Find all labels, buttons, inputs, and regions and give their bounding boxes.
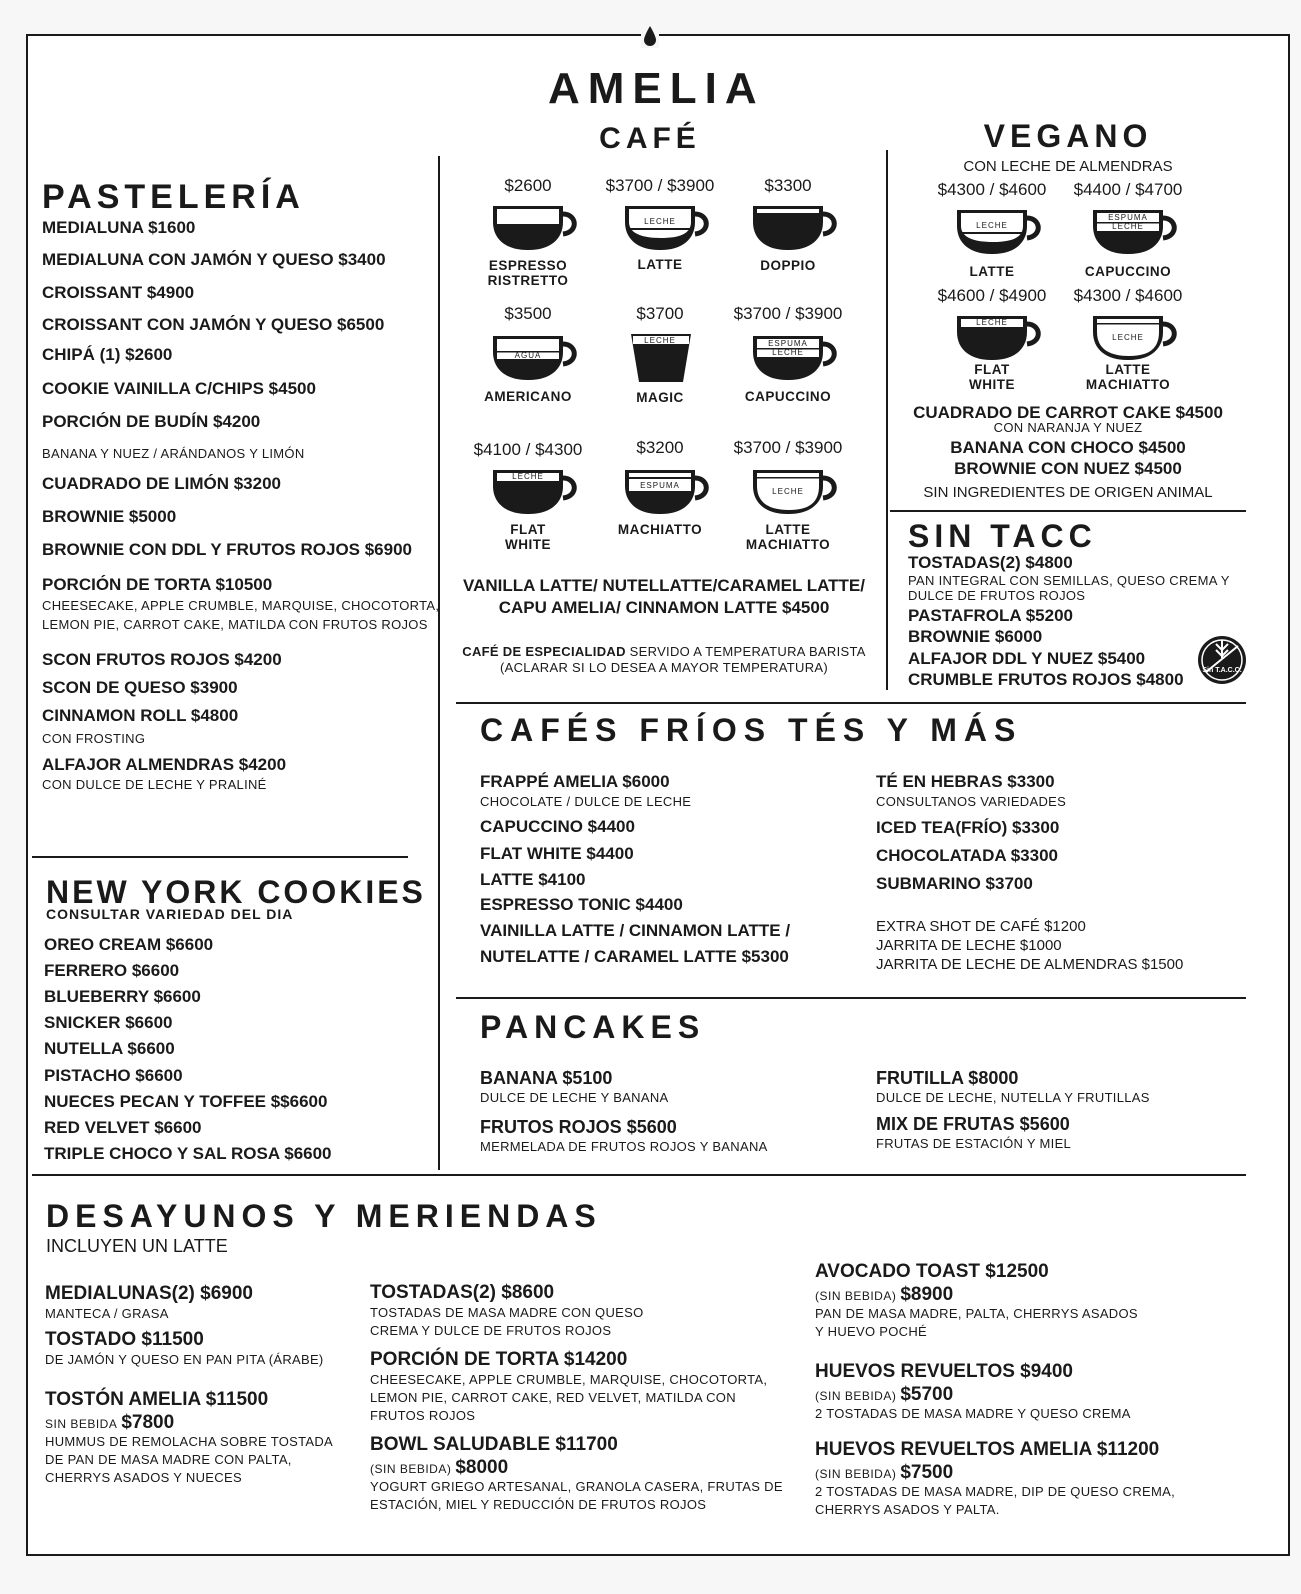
frios-item: CAPUCCINO $4400 <box>480 817 635 836</box>
cookie-item: NUTELLA $6600 <box>44 1039 175 1059</box>
pasteleria-item: PORCIÓN DE BUDÍN $4200 <box>42 412 261 431</box>
cup-label: CAPUCCINO <box>1084 264 1172 279</box>
sintacc-item: PASTAFROLA $5200 <box>908 606 1074 625</box>
pancake-item: FRUTILLA $8000 <box>876 1068 1019 1088</box>
cup-label: MACHIATTO <box>617 522 703 537</box>
frios-title: CAFÉS FRÍOS TÉS Y MÁS <box>480 712 1023 748</box>
divider-cookies <box>32 856 408 858</box>
desayuno-item-desc: CHEESECAKE, APPLE CRUMBLE, MARQUISE, CHOCOTORTA, <box>370 1372 768 1387</box>
brand-title: AMELIA <box>548 64 765 113</box>
vegano-item-carrot-desc: CON NARANJA Y NUEZ <box>993 420 1143 435</box>
sintacc-item-desc: DULCE DE FRUTOS ROJOS <box>908 588 1086 603</box>
vegano-footer: SIN INGREDIENTES DE ORIGEN ANIMAL <box>923 484 1213 501</box>
desayuno-item-desc: 2 TOSTADAS DE MASA MADRE, DIP DE QUESO CREMA, <box>815 1484 1176 1499</box>
pancake-item: FRUTOS ROJOS $5600 <box>480 1117 677 1137</box>
desayuno-item-desc: FRUTOS ROJOS <box>370 1408 476 1423</box>
sintacc-item: ALFAJOR DDL Y NUEZ $5400 <box>908 649 1146 668</box>
specials-line1: VANILLA LATTE/ NUTELLATTE/CARAMEL LATTE/ <box>463 576 865 595</box>
desayuno-item-desc: CHERRYS ASADOS Y PALTA. <box>815 1502 1000 1517</box>
cup-label: AMERICANO <box>484 389 572 404</box>
cup-inner-label: LECHE <box>976 221 1008 230</box>
sin-tacc-logo <box>1196 628 1244 686</box>
desayuno-item-desc: CREMA Y DULCE DE FRUTOS ROJOS <box>370 1323 612 1338</box>
pasteleria-title: PASTELERÍA <box>42 178 305 216</box>
cup-inner-label: LECHE <box>644 217 676 226</box>
latte-machiatto-cup-icon <box>749 464 841 520</box>
sintacc-item: CRUMBLE FRUTOS ROJOS $4800 <box>908 670 1184 689</box>
vegano-item-carrot: CUADRADO DE CARROT CAKE $4500 <box>913 403 1223 422</box>
desayuno-item-desc: CHERRYS ASADOS Y NUECES <box>45 1470 242 1485</box>
desayuno-item: BOWL SALUDABLE $11700 <box>370 1434 618 1455</box>
cup-label: RISTRETTO <box>487 273 569 288</box>
desayuno-item-desc: YOGURT GRIEGO ARTESANAL, GRANOLA CASERA, FRUTAS DE <box>370 1479 783 1494</box>
pasteleria-item-desc: BANANA Y NUEZ / ARÁNDANOS Y LIMÓN <box>42 446 305 461</box>
frios-item <box>876 846 1058 866</box>
sintacc-item-desc: PAN INTEGRAL CON SEMILLAS, QUESO CREMA Y <box>908 573 1230 588</box>
pancake-item-desc: DULCE DE LECHE Y BANANA <box>480 1090 669 1105</box>
cup-price: $4100 / $4300 <box>473 440 583 459</box>
cup-label: ESPRESSO <box>488 258 568 273</box>
pasteleria-item: CINNAMON ROLL $4800 <box>42 706 239 725</box>
cup-inner-label: LECHE <box>772 487 804 496</box>
cookie-item: BLUEBERRY $6600 <box>44 987 201 1007</box>
cup-price: $3700 / $3900 <box>733 438 843 457</box>
frios-item <box>876 772 1055 792</box>
desayuno-item: TOSTADAS(2) $8600 <box>370 1282 555 1303</box>
cup-inner-label: LECHE <box>1112 222 1144 231</box>
cookie-item: PISTACHO $6600 <box>44 1065 183 1085</box>
cup-inner-label: LECHE <box>512 472 544 481</box>
espresso-cup-icon <box>489 200 581 256</box>
frios-item: ESPRESSO TONIC $4400 <box>480 895 683 914</box>
cup-price: $3700 / $3900 <box>605 176 715 195</box>
cup-price: $4300 / $4600 <box>1073 286 1183 305</box>
vegan-latte-cup-icon <box>953 204 1045 260</box>
specials-line2: CAPU AMELIA/ CINNAMON LATTE $4500 <box>498 598 830 617</box>
cafe-note-rest: SERVIDO A TEMPERATURA BARISTA <box>625 644 866 659</box>
pasteleria-item: SCON FRUTOS ROJOS $4200 <box>42 650 282 669</box>
cafe-note-line2: (ACLARAR SI LO DESEA A MAYOR TEMPERATURA) <box>500 660 828 675</box>
frios-item <box>876 818 1059 838</box>
drop-icon <box>641 24 659 48</box>
vegano-title: VEGANO <box>983 118 1153 154</box>
frios-item-desc: CONSULTANOS VARIEDADES <box>876 794 1067 809</box>
frios-item: NUTELATTE / CARAMEL LATTE $5300 <box>480 947 789 966</box>
pasteleria-item: CUADRADO DE LIMÓN $3200 <box>42 474 281 493</box>
cup-inner-label: AGUA <box>514 351 542 360</box>
doppio-cup-icon <box>749 200 841 256</box>
pasteleria-item: ALFAJOR ALMENDRAS $4200 <box>42 755 287 774</box>
cup-price: $4300 / $4600 <box>937 180 1047 199</box>
frios-item-name: CHOCOLATADA $3300 <box>876 846 1058 865</box>
pasteleria-item: MEDIALUNA CON JAMÓN Y QUESO $3400 <box>42 250 386 269</box>
pasteleria-item: MEDIALUNA $1600 <box>42 218 196 237</box>
desayunos-title: DESAYUNOS Y MERIENDAS <box>46 1198 602 1234</box>
cafe-note <box>452 644 876 660</box>
pasteleria-item: SCON DE QUESO $3900 <box>42 678 238 697</box>
cup-label: WHITE <box>505 537 551 552</box>
sin-bebida-label: (SIN BEBIDA) <box>370 1462 452 1476</box>
frios-item: LATTE $4100 <box>480 870 586 889</box>
desayuno-item: TOSTADO $11500 <box>45 1329 204 1350</box>
desayuno-sin-bebida <box>45 1412 174 1434</box>
cup-label: CAPUCCINO <box>744 389 832 404</box>
sintacc-title: SIN TACC <box>908 518 1097 554</box>
sin-bebida-label: SIN BEBIDA <box>45 1417 118 1431</box>
cup-price: $4400 / $4700 <box>1073 180 1183 199</box>
sin-bebida-label: (SIN BEBIDA) <box>815 1389 897 1403</box>
desayuno-item-desc: ESTACIÓN, MIEL Y REDUCCIÓN DE FRUTOS ROJOS <box>370 1497 707 1512</box>
cookie-item: FERRERO $6600 <box>44 961 180 981</box>
pasteleria-item: COOKIE VAINILLA C/CHIPS $4500 <box>42 379 316 398</box>
cookies-subtitle: CONSULTAR VARIEDAD DEL DIA <box>46 906 294 922</box>
cup-label: LATTE <box>765 522 811 537</box>
vegan-latte-machiatto-cup-icon <box>1089 310 1181 366</box>
cookie-item: SNICKER $6600 <box>44 1013 173 1033</box>
frios-item-name: TÉ EN HEBRAS $3300 <box>876 772 1055 791</box>
divider-left <box>438 156 440 1170</box>
pasteleria-item-desc: CON FROSTING <box>42 731 146 746</box>
pancakes-title: PANCAKES <box>480 1009 706 1045</box>
cafe-note-bold: CAFÉ DE ESPECIALIDAD <box>462 644 626 659</box>
cup-label: MACHIATTO <box>745 537 831 552</box>
cup-price: $3300 <box>764 176 812 195</box>
pasteleria-item: BROWNIE CON DDL Y FRUTOS ROJOS $6900 <box>42 540 412 559</box>
desayuno-sin-bebida <box>815 1462 953 1484</box>
flat-white-cup-icon <box>489 464 581 520</box>
frios-extra: JARRITA DE LECHE $1000 <box>876 937 1062 954</box>
pasteleria-item: CROISSANT CON JAMÓN Y QUESO $6500 <box>42 315 385 334</box>
divider-right <box>886 150 888 690</box>
desayuno-sin-bebida <box>370 1457 508 1479</box>
cup-label: FLAT <box>974 362 1010 377</box>
frios-item-name: ICED TEA <box>876 818 956 837</box>
vegan-flat-white-cup-icon <box>953 310 1045 366</box>
desayuno-item-desc: PAN DE MASA MADRE, PALTA, CHERRYS ASADOS <box>815 1306 1138 1321</box>
sin-bebida-price: $8900 <box>900 1284 954 1305</box>
cup-inner-label: ESPUMA <box>768 339 808 348</box>
cup-price: $3700 <box>636 304 684 323</box>
pancake-item: MIX DE FRUTAS $5600 <box>876 1114 1070 1134</box>
pasteleria-item-desc: LEMON PIE, CARROT CAKE, MATILDA CON FRUTOS ROJOS <box>42 617 428 632</box>
cup-inner-label: LECHE <box>1112 333 1144 342</box>
pasteleria-item: PORCIÓN DE TORTA $10500 <box>42 575 273 594</box>
desayuno-sin-bebida <box>815 1284 953 1306</box>
pancake-item-desc: MERMELADA DE FRUTOS ROJOS Y BANANA <box>480 1139 768 1154</box>
cup-inner-label: LECHE <box>644 336 676 345</box>
sin-bebida-label: (SIN BEBIDA) <box>815 1289 897 1303</box>
desayuno-sin-bebida <box>815 1384 953 1406</box>
vegano-item-brownie: BROWNIE CON NUEZ $4500 <box>954 459 1182 478</box>
pancake-item: BANANA $5100 <box>480 1068 613 1088</box>
sintacc-item: BROWNIE $6000 <box>908 627 1043 646</box>
desayuno-item: PORCIÓN DE TORTA $14200 <box>370 1349 628 1370</box>
cookie-item: NUECES PECAN Y TOFFEE $$6600 <box>44 1091 328 1111</box>
cup-inner-label: ESPUMA <box>1108 213 1148 222</box>
capuccino-cup-icon <box>749 330 841 386</box>
cup-price: $2600 <box>504 176 552 195</box>
cookie-item: OREO CREAM $6600 <box>44 935 214 954</box>
cup-label: FLAT <box>510 522 546 537</box>
cup-price: $3200 <box>636 438 684 457</box>
cup-label: MAGIC <box>636 390 684 405</box>
divider-frios <box>456 702 1246 704</box>
desayuno-item-desc: 2 TOSTADAS DE MASA MADRE Y QUESO CREMA <box>815 1406 1131 1421</box>
desayuno-item-desc: TOSTADAS DE MASA MADRE CON QUESO <box>370 1305 644 1320</box>
pasteleria-item: CHIPÁ (1) $2600 <box>42 345 173 364</box>
desayuno-item: HUEVOS REVUELTOS $9400 <box>815 1361 1074 1382</box>
desayunos-subtitle: INCLUYEN UN LATTE <box>46 1236 228 1256</box>
frios-item-desc: CHOCOLATE / DULCE DE LECHE <box>480 794 692 809</box>
cup-price: $4600 / $4900 <box>937 286 1047 305</box>
divider-pancakes <box>456 997 1246 999</box>
frios-extra: EXTRA SHOT DE CAFÉ $1200 <box>876 918 1086 935</box>
sin-tacc-logo-text: Sin T.A.C.C. <box>1202 667 1242 674</box>
desayuno-item: TOSTÓN AMELIA $11500 <box>45 1389 269 1410</box>
desayuno-item: MEDIALUNAS(2) $6900 <box>45 1283 253 1304</box>
frios-item-name: SUBMARINO $3700 <box>876 874 1033 893</box>
latte-cup-icon <box>621 200 713 256</box>
sin-bebida-price: $5700 <box>900 1384 954 1405</box>
magic-cup-icon <box>621 330 713 386</box>
sin-bebida-price: $7500 <box>900 1462 954 1483</box>
pasteleria-item: BROWNIE $5000 <box>42 507 177 526</box>
cup-inner-label: LECHE <box>976 318 1008 327</box>
vegano-item-banana: BANANA CON CHOCO $4500 <box>950 438 1186 457</box>
cup-label: WHITE <box>969 377 1015 392</box>
divider-desayunos <box>32 1174 1246 1176</box>
sintacc-item: TOSTADAS(2) $4800 <box>908 553 1073 572</box>
pasteleria-item-desc: CHEESECAKE, APPLE CRUMBLE, MARQUISE, CHOCOTORTA, <box>42 598 440 613</box>
desayuno-item-desc: HUMMUS DE REMOLACHA SOBRE TOSTADA <box>45 1434 334 1449</box>
cookies-title: NEW YORK COOKIES <box>46 874 426 910</box>
frios-item: FRAPPÉ AMELIA $6000 <box>480 772 670 791</box>
pancake-item-desc: DULCE DE LECHE, NUTELLA Y FRUTILLAS <box>876 1090 1150 1105</box>
cup-label: LATTE <box>969 264 1015 279</box>
divider-vegano <box>890 510 1246 512</box>
machiatto-cup-icon <box>621 464 713 520</box>
frios-extra: JARRITA DE LECHE DE ALMENDRAS $1500 <box>876 956 1184 973</box>
desayuno-item-desc: LEMON PIE, CARROT CAKE, RED VELVET, MATILDA CON <box>370 1390 736 1405</box>
frios-item: FLAT WHITE $4400 <box>480 844 634 863</box>
cup-price: $3700 / $3900 <box>733 304 843 323</box>
frios-item <box>876 874 1033 894</box>
cup-label: DOPPIO <box>760 258 816 273</box>
desayuno-item-desc: MANTECA / GRASA <box>45 1306 169 1321</box>
americano-cup-icon <box>489 330 581 386</box>
vegan-capuccino-cup-icon <box>1089 204 1181 260</box>
sin-bebida-price: $7800 <box>121 1412 175 1433</box>
frios-item-name-rest: (FRÍO) $3300 <box>955 818 1060 837</box>
desayuno-item-desc: DE JAMÓN Y QUESO EN PAN PITA (ÁRABE) <box>45 1352 324 1367</box>
cup-label: LATTE <box>1105 362 1151 377</box>
cup-price: $3500 <box>504 304 552 323</box>
cookie-item: TRIPLE CHOCO Y SAL ROSA $6600 <box>44 1143 332 1163</box>
cup-inner-label: ESPUMA <box>640 481 680 490</box>
sin-bebida-price: $8000 <box>455 1457 509 1478</box>
desayuno-item: HUEVOS REVUELTOS AMELIA $11200 <box>815 1439 1160 1460</box>
cafe-title: CAFÉ <box>599 122 701 155</box>
cup-label: LATTE <box>637 257 683 272</box>
cup-inner-label: LECHE <box>772 348 804 357</box>
desayuno-item-desc: Y HUEVO POCHÉ <box>815 1324 928 1339</box>
pasteleria-item: CROISSANT $4900 <box>42 283 195 302</box>
desayuno-item-desc: DE PAN DE MASA MADRE CON PALTA, <box>45 1452 292 1467</box>
desayuno-item: AVOCADO TOAST $12500 <box>815 1261 1049 1282</box>
cookie-item: RED VELVET $6600 <box>44 1117 202 1137</box>
frios-item: VAINILLA LATTE / CINNAMON LATTE / <box>480 921 791 940</box>
vegano-subtitle: CON LECHE DE ALMENDRAS <box>963 158 1173 175</box>
pancake-item-desc: FRUTAS DE ESTACIÓN Y MIEL <box>876 1136 1072 1151</box>
sin-bebida-label: (SIN BEBIDA) <box>815 1467 897 1481</box>
pasteleria-item-desc: CON DULCE DE LECHE Y PRALINÉ <box>42 777 267 792</box>
cup-label: MACHIATTO <box>1085 377 1171 392</box>
